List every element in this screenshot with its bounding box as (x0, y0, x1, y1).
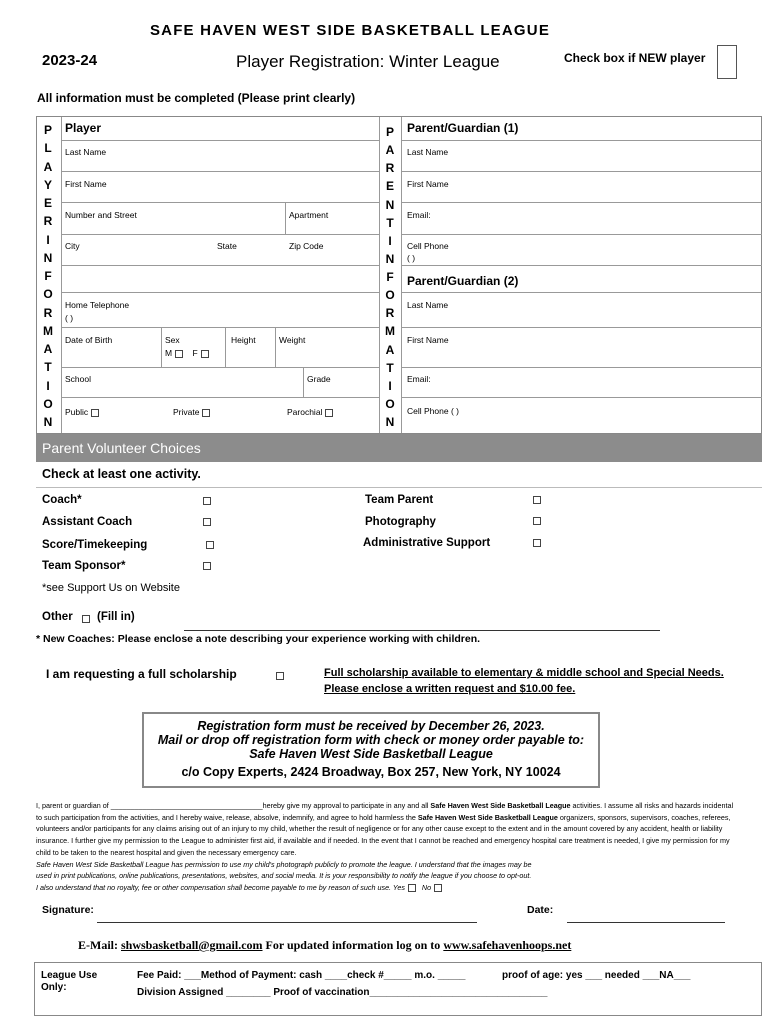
player-letter: O (43, 396, 53, 411)
parent-letter: R (385, 306, 395, 321)
sex-options: M F (165, 348, 209, 358)
player-letter: Y (43, 177, 52, 192)
activity-assistant-coach: Assistant Coach (42, 516, 133, 528)
parent-letter: I (388, 233, 392, 248)
deadline-line-1: Registration form must be received by December 26, 2023. (197, 719, 545, 733)
signature-line[interactable] (97, 922, 477, 923)
apartment-label: Apartment (289, 210, 329, 220)
private-checkbox[interactable] (202, 409, 210, 417)
team-parent-checkbox[interactable] (533, 496, 541, 504)
guardian1-first-name-label: First Name (407, 179, 449, 189)
support-note: *see Support Us on Website (42, 582, 180, 594)
deadline-box (142, 712, 600, 788)
home-telephone-label: Home Telephone (65, 300, 130, 310)
scholarship-checkbox[interactable] (276, 672, 284, 680)
player-vertical-label (41, 123, 55, 429)
photo-consent-2: used in print publications, online publications, presentations, websites, and social media. It is your responsibility to notify the league if you choose to opt-out. (36, 871, 532, 881)
scholarship-request: I am requesting a full scholarship (46, 667, 237, 681)
activity-team-parent: Team Parent (365, 494, 434, 506)
player-letter: E (43, 196, 52, 210)
form-title: Player Registration: Winter League (236, 52, 500, 71)
website-link[interactable]: www.safehavenhoops.net (443, 938, 572, 952)
player-letter: N (43, 415, 53, 429)
player-letter: M (43, 323, 53, 338)
information-table (36, 116, 762, 434)
guardian1-email-label: Email: (407, 210, 431, 220)
parent-letter: N (385, 197, 395, 212)
player-last-name-label: Last Name (65, 147, 107, 157)
photo-consent-1: Safe Haven West Side Basketball League has permission to use my child's photograph publicly to promote the league. I understand that the images may be (36, 859, 532, 869)
consent-no-checkbox[interactable] (434, 884, 442, 892)
assistant-coach-checkbox[interactable] (203, 518, 211, 526)
public-checkbox[interactable] (91, 409, 99, 417)
weight-label: Weight (279, 335, 306, 345)
sex-m-checkbox[interactable] (175, 350, 183, 358)
city-label: City (65, 241, 80, 251)
guardian1-cell-paren: ( ) (407, 253, 416, 263)
parent-letter: P (385, 125, 394, 139)
league-title: SAFE HAVEN WEST SIDE BASKETBALL LEAGUE (149, 22, 551, 39)
player-letter: F (44, 269, 52, 283)
parent-letter: N (385, 251, 395, 266)
activity-photography: Photography (365, 516, 436, 528)
player-heading: Player (65, 121, 102, 135)
parent-vertical-label (383, 125, 397, 429)
parent-letter: A (385, 143, 395, 158)
school-label: School (65, 374, 91, 384)
home-telephone-paren: ( ) (65, 313, 74, 323)
parent-letter: O (385, 288, 395, 303)
consent-yes-checkbox[interactable] (408, 884, 416, 892)
administrative-support-checkbox[interactable] (533, 539, 541, 547)
guardian1-heading: Parent/Guardian (1) (407, 121, 519, 135)
date-line[interactable] (567, 922, 725, 923)
league-use-box (34, 962, 762, 1016)
score-timekeeping-checkbox[interactable] (206, 541, 214, 549)
fill-in-label: (Fill in) (97, 611, 135, 623)
deadline-address: c/o Copy Experts, 2424 Broadway, Box 257, New York, NY 10024 (181, 765, 561, 779)
parent-letter: O (385, 396, 395, 411)
activity-team-sponsor: Team Sponsor* (42, 560, 126, 572)
guardian2-cell-label: Cell Phone ( ) (407, 406, 459, 416)
player-first-name-label: First Name (65, 179, 107, 189)
player-letter: O (43, 287, 53, 302)
new-coaches-note: * New Coaches: Please enclose a note describing your experience working with children. (36, 633, 481, 645)
private-option: Private (173, 407, 210, 417)
grade-label: Grade (307, 374, 331, 384)
team-sponsor-checkbox[interactable] (203, 562, 211, 570)
season-year: 2023-24 (42, 52, 98, 69)
guardian2-heading: Parent/Guardian (2) (407, 274, 519, 288)
waiver-text: I, parent or guardian of ______________________________________hereby give my approval to participate in any and all Safe Haven West Side Basketball League activities. I assume all risks and hazards incidental to such participation from the activities, and I hereby waive, release, absolve, indemnify, and agree to hold harmless the Safe Haven West Side Basketball League organizers, sponsors, supervisors, coaches, referees, volunteers and/or participants for any claims arising out of an injury to my child, whether the result of negligence or for any other cause except to the extent and in the amount covered by any accident, health or liability insurance. I further give my permission to the League to administer first aid, if available and if needed. In the event that I cannot be reached and emergency hospital care treatment is needed, I give my permission for my child to be taken to the nearest hospital and given the necessary emergency care. Safe Haven West Side Basketball League has permission to use my child's photograph publicly to promote the league. I understand that the images may be used in print publications, online publications, presentations, websites, and social media. It is your responsibility to notify the league if you choose to opt-out. I also understand that no royalty, fee or other compensation shall become payable to me by reason of such use. Yes No (36, 801, 734, 892)
state-label: State (217, 241, 237, 251)
contact-email-link[interactable]: shwsbasketball@gmail.com (121, 938, 263, 952)
sex-label: Sex (165, 335, 180, 345)
parent-letter: N (385, 415, 395, 429)
public-option: Public (65, 407, 99, 417)
player-letter: T (44, 360, 52, 375)
instructions: All information must be completed (Please print clearly) (37, 91, 356, 105)
new-player-checkbox[interactable] (717, 45, 737, 79)
volunteer-section-header: Parent Volunteer Choices (36, 434, 762, 462)
volunteer-instruction: Check at least one activity. (42, 467, 201, 481)
player-letter: I (46, 232, 50, 247)
player-letter: R (43, 305, 53, 320)
player-letter: A (43, 159, 53, 174)
league-use-label: League Use Only: (41, 970, 98, 993)
parent-letter: R (385, 161, 395, 176)
height-label: Height (231, 335, 256, 345)
guardian1-last-name-label: Last Name (407, 147, 449, 157)
other-checkbox[interactable] (82, 615, 90, 623)
parochial-checkbox[interactable] (325, 409, 333, 417)
player-letter: P (43, 123, 52, 137)
player-letter: R (43, 214, 53, 229)
player-letter: N (43, 250, 53, 265)
parent-letter: E (385, 179, 394, 194)
guardian2-email-label: Email: (407, 374, 431, 384)
player-letter: A (43, 342, 53, 356)
deadline-line-3: Safe Haven West Side Basketball League (249, 747, 493, 761)
scholarship-note-1: Full scholarship available to elementary & middle school and Special Needs. (324, 667, 724, 679)
parent-letter: A (385, 342, 395, 357)
guardian2-last-name-label: Last Name (407, 300, 449, 310)
sex-f-checkbox[interactable] (201, 350, 209, 358)
activity-score-timekeeping: Score/Timekeeping (42, 539, 148, 551)
parent-letter: I (388, 378, 392, 393)
photo-consent-3: I also understand that no royalty, fee or other compensation shall become payable to me by reason of such use. Yes (36, 882, 405, 892)
coach-checkbox[interactable] (203, 497, 211, 505)
proof-of-age-line: proof of age: yes ___ needed ___NA___ (502, 970, 691, 981)
parochial-option: Parochial (287, 407, 333, 417)
zip-label: Zip Code (289, 241, 324, 251)
new-player-label: Check box if NEW player (564, 51, 706, 65)
photography-checkbox[interactable] (533, 517, 541, 525)
fee-paid-line: Fee Paid: ___Method of Payment: cash ____check #_____ m.o. _____ (137, 970, 466, 981)
guardian1-cell-label: Cell Phone (407, 241, 449, 251)
parent-letter: M (385, 324, 395, 339)
guardian2-first-name-label: First Name (407, 335, 449, 345)
other-fill-line[interactable] (184, 630, 660, 631)
player-letter: I (46, 378, 50, 393)
activity-coach: Coach* (42, 494, 82, 506)
parent-letter: T (386, 215, 394, 230)
street-label: Number and Street (65, 210, 137, 220)
signature-label: Signature: (42, 904, 94, 916)
date-label: Date: (527, 904, 554, 916)
parent-letter: T (386, 360, 394, 375)
dob-label: Date of Birth (65, 335, 113, 345)
deadline-line-2: Mail or drop off registration form with check or money order payable to: (157, 733, 585, 747)
division-line: Division Assigned ________ Proof of vaccination________________________________ (137, 987, 548, 998)
activity-other: Other (42, 611, 73, 623)
player-letter: L (44, 141, 52, 156)
contact-line: E-Mail: shwsbasketball@gmail.com For updated information log on to www.safehavenhoops.net (78, 938, 572, 952)
parent-letter: F (386, 270, 394, 284)
activity-administrative-support: Administrative Support (363, 537, 491, 549)
scholarship-note-2: Please enclose a written request and $10.00 fee. (324, 683, 576, 695)
